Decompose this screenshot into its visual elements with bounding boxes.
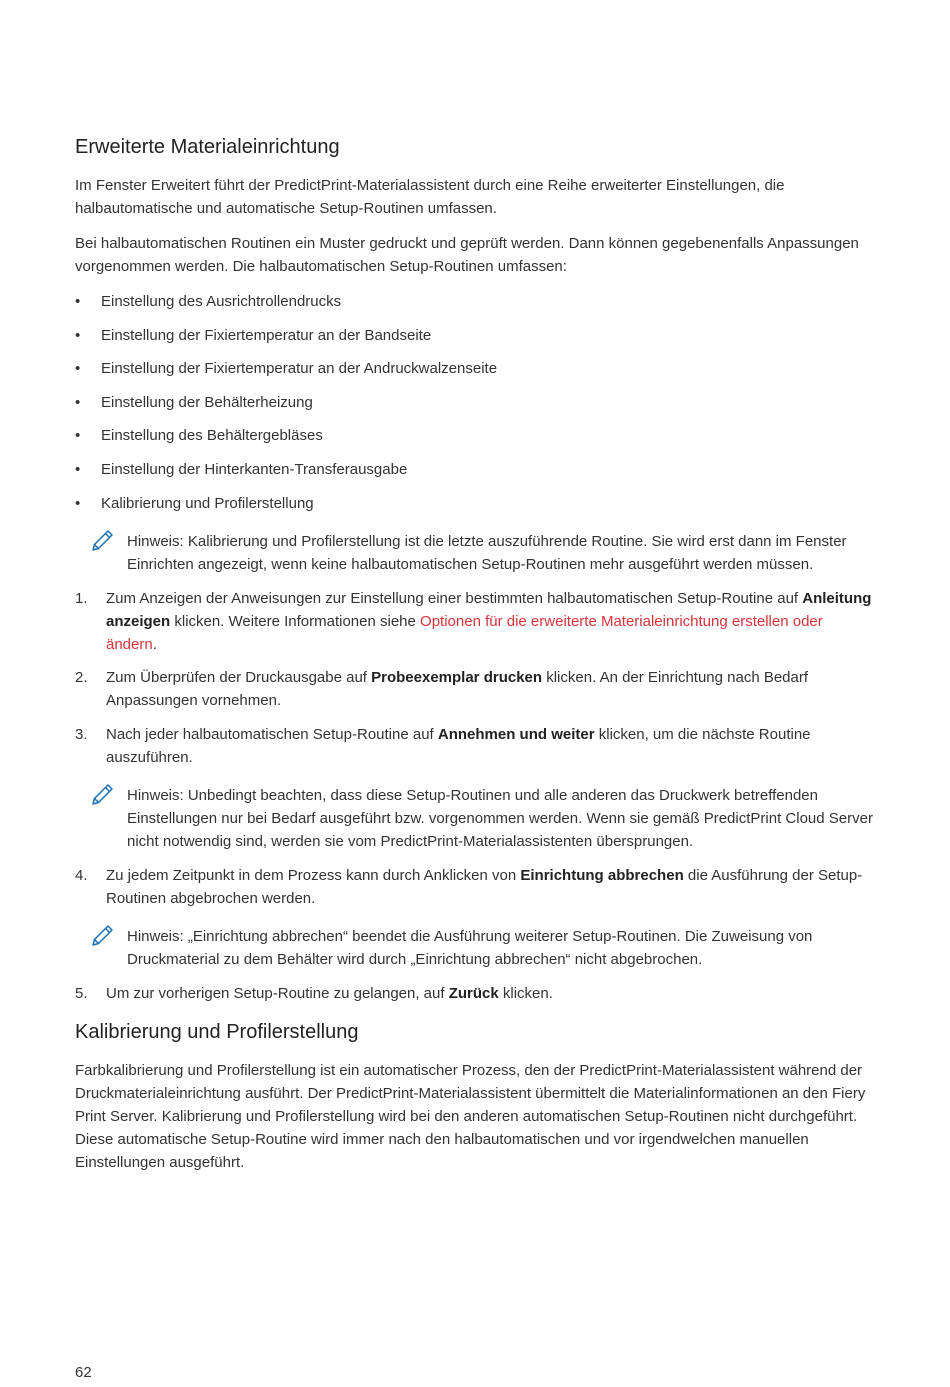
list-item: • Einstellung der Fixiertemperatur an der Andruckwalzenseite [75, 357, 875, 380]
step-number: 3. [75, 725, 88, 743]
list-item: • Einstellung des Behältergebläses [75, 424, 875, 447]
step-item [75, 587, 875, 656]
ui-term-back: Zurück [448, 984, 499, 1002]
step-item [75, 982, 875, 1005]
pencil-icon [87, 921, 115, 949]
routine-list [75, 290, 875, 515]
list-item: • Einstellung der Fixiertemperatur an der Bandseite [75, 324, 875, 347]
pencil-icon [87, 780, 115, 808]
step-number: 4. [75, 866, 88, 884]
steps-list [75, 587, 875, 769]
note-calibration [75, 530, 875, 576]
steps-list-continued [75, 864, 875, 910]
step-text: Nach jeder halbautomatischen Setup-Routine auf [106, 725, 438, 743]
step-text: klicken. An der Einrichtung nach Bedarf Anpassungen vornehmen. [106, 669, 809, 710]
intro-paragraph: Im Fenster Erweitert führt der PredictPrint-Materialassistent durch eine Reihe erweiterter Einstellungen, die halbautomatische und automatische Setup-Routinen umfassen. [75, 177, 785, 217]
step-text: Um zur vorherigen Setup-Routine zu gelangen, auf [106, 984, 449, 1002]
list-item: • Einstellung des Ausrichtrollendrucks [75, 290, 875, 313]
step-number: 2. [75, 669, 88, 687]
ui-term-cancel-setup: Einrichtung abbrechen [520, 866, 684, 884]
step-text: klicken. Weitere Informationen siehe [170, 612, 421, 630]
step-text: Zum Anzeigen der Anweisungen zur Einstellung einer bestimmten halbautomatischen Setup-Routine auf [106, 589, 803, 607]
step-text: die Ausführung der Setup-Routinen abgebrochen werden. [106, 866, 863, 907]
step-number: 1. [75, 589, 88, 607]
step-text: Zum Überprüfen der Druckausgabe auf [106, 669, 372, 687]
step-text: Zu jedem Zeitpunkt in dem Prozess kann durch Anklicken von [106, 866, 521, 884]
page-content [75, 134, 875, 1186]
list-item: • Kalibrierung und Profilerstellung [75, 492, 875, 515]
ui-term-show-instructions: Anleitung anzeigen [106, 589, 872, 630]
ui-term-accept-continue: Annehmen und weiter [437, 725, 595, 743]
step-text: klicken, um die nächste Routine auszuführen. [106, 725, 811, 766]
advanced-setup-options-link[interactable]: Optionen für die erweiterte Materialeinrichtung erstellen oder ändern [106, 612, 823, 653]
note-text: Hinweis: „Einrichtung abbrechen“ beendet die Ausführung weiterer Setup-Routinen. Die Zuweisung von Druckmaterial zu dem Behälter wird durch „Einrichtung abbrechen“ nicht abgebrochen. [127, 927, 813, 968]
step-text: klicken. [498, 984, 553, 1002]
section-title-advanced-setup: Erweiterte Materialeinrichtung [75, 136, 340, 158]
step-number: 5. [75, 984, 88, 1002]
note-text: Hinweis: Kalibrierung und Profilerstellung ist die letzte auszuführende Routine. Sie wird erst dann im Fenster Einrichten angezeigt, wenn keine halbautomatischen Setup-Routinen mehr ausgeführt werden müssen. [127, 532, 847, 573]
note-cancel-setup [75, 925, 875, 971]
semi-auto-paragraph: Bei halbautomatischen Routinen ein Muster gedruckt und geprüft werden. Dann können gegebenenfalls Anpassungen vorgenommen werden. Die halbautomatischen Setup-Routinen umfassen: [75, 235, 859, 275]
list-item: • Einstellung der Hinterkanten-Transferausgabe [75, 458, 875, 481]
step-item [75, 666, 875, 712]
ui-term-print-sample: Probeexemplar drucken [371, 669, 543, 687]
note-setup-routines [75, 784, 875, 853]
step-item [75, 723, 875, 769]
step-item [75, 864, 875, 910]
steps-list-final [75, 982, 875, 1005]
step-text: . [152, 635, 157, 653]
list-item: • Einstellung der Behälterheizung [75, 391, 875, 414]
pencil-icon [87, 526, 115, 554]
page-number: 62 [75, 1364, 92, 1381]
note-text: Hinweis: Unbedingt beachten, dass diese Setup-Routinen und alle anderen das Druckwerk betreffenden Einstellungen nur bei Bedarf ausgeführt bzw. vorgenommen werden. Wenn sie gemäß PredictPrint Cloud Server nicht notwendig sind, werden sie vom PredictPrint-Materialassistenten übersprungen. [127, 786, 873, 850]
calibration-paragraph: Farbkalibrierung und Profilerstellung ist ein automatischer Prozess, den der PredictPrint-Materialassistent während der Druckmaterialeinrichtung ausführt. Der PredictPrint-Materialassistent übermittelt die Materialinformationen an den Fiery Print Server. Kalibrierung und Profilerstellung wird bei den anderen automatischen Setup-Routinen nicht durchgeführt. Diese automatische Setup-Routine wird immer nach den halbautomatischen und vor irgendwelchen manuellen Einstellungen ausgeführt. [75, 1061, 866, 1171]
section-title-calibration: Kalibrierung und Profilerstellung [75, 1020, 359, 1043]
